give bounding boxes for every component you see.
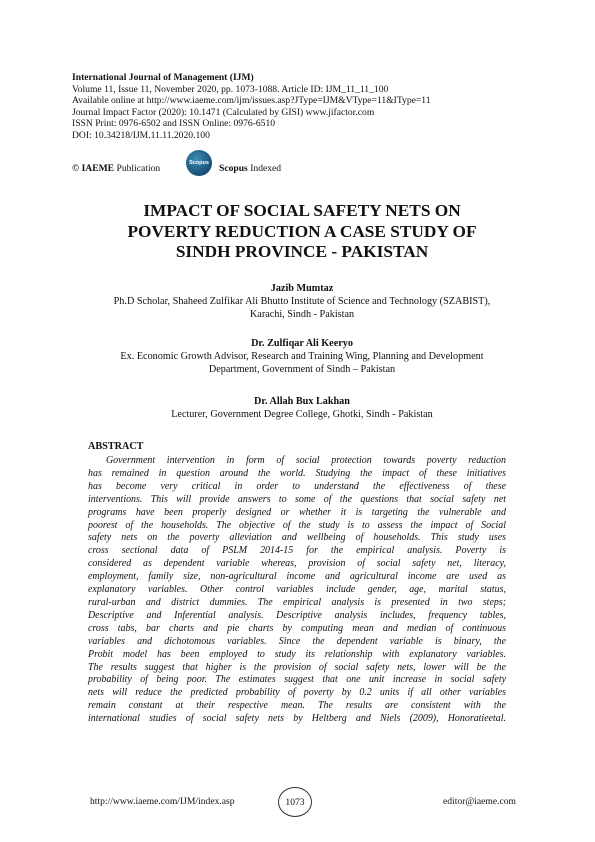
title-line-2: POVERTY REDUCTION A CASE STUDY OF xyxy=(127,221,477,241)
footer-email-link[interactable]: editor@iaeme.com xyxy=(442,796,516,807)
author-affiliation: Ph.D Scholar, Shaheed Zulfikar Ali Bhutto Institute of Science and Technology (SZABIST), xyxy=(113,296,491,307)
copyright-iaeme: © IAEME xyxy=(72,163,115,174)
scopus-bold: Scopus xyxy=(219,163,248,174)
abstract-line: rural-urban and district dummies. The empirical analysis is presented in two steps; xyxy=(88,596,506,608)
abstract-line: cross sectional data of PSLM 2014-15 for the empirical analysis. Poverty is xyxy=(88,545,506,557)
author-affiliation: Karachi, Sindh - Pakistan xyxy=(249,309,355,320)
abstract-line: cross tabs, bar charts and pie charts by computing mean and median of continuous xyxy=(88,622,506,634)
publication-word: Publication xyxy=(116,163,161,174)
abstract-line: poorest of the households. The objective of the study is to assess the impact of Social xyxy=(88,519,506,531)
footer-url-link[interactable]: http://www.iaeme.com/IJM/index.asp xyxy=(90,796,235,807)
author-block-2 xyxy=(60,337,544,376)
abstract-line: employment, family size, non-agricultural income and agricultural income are used as xyxy=(88,571,506,583)
page-footer xyxy=(72,787,532,817)
indexed-word: Indexed xyxy=(250,163,282,174)
scopus-logo-icon xyxy=(186,150,212,176)
abstract-section xyxy=(88,441,506,726)
journal-name: International Journal of Management (IJM) xyxy=(72,72,254,83)
abstract-line: interventions. This will provide answers to some of the questions that social safety net xyxy=(88,493,506,505)
author-name: Jazib Mumtaz xyxy=(270,283,334,294)
journal-header xyxy=(72,72,532,142)
author-name: Dr. Zulfiqar Ali Keeryo xyxy=(251,338,353,349)
title-line-3: SINDH PROVINCE - PAKISTAN xyxy=(175,242,429,261)
scopus-logo-text: Scopus xyxy=(189,160,209,166)
abstract-line: Government intervention in form of social protection towards poverty reduction xyxy=(106,455,506,466)
author-affiliation: Ex. Economic Growth Advisor, Research and Training Wing, Planning and Development xyxy=(120,351,484,362)
abstract-line: remain constant at their respective mean. The results are consistent with the xyxy=(88,700,506,712)
abstract-line: variables and dichotomous variables. Since the dependent variable is binary, the xyxy=(88,635,506,647)
volume-info: Volume 11, Issue 11, November 2020, pp. 1073-1088. Article ID: IJM_11_11_100 xyxy=(72,83,389,95)
abstract-line: has become very critical in order to understand the effectiveness of these xyxy=(88,480,506,492)
abstract-line: explanatory variables. Other control variables include gender, age, marital status, xyxy=(88,584,506,596)
doi: DOI: 10.34218/IJM.11.11.2020.100 xyxy=(72,129,210,141)
page-number: 1073 xyxy=(278,787,312,817)
publisher-label xyxy=(72,163,160,174)
author-affiliation: Department, Government of Sindh – Pakistan xyxy=(208,364,396,375)
abstract-line: has remained in question around the world. Studying the impact of these initiatives xyxy=(88,467,506,479)
paper-title xyxy=(72,201,532,263)
abstract-line: probability of being poor. The estimates suggest that one unit increase in social safety xyxy=(88,674,506,686)
abstract-body xyxy=(88,455,506,726)
abstract-line: The results suggest that higher is the provision of social safety nets, lower will be the xyxy=(88,661,506,673)
abstract-heading: ABSTRACT xyxy=(88,441,144,452)
issn-info: ISSN Print: 0976-6502 and ISSN Online: 0976-6510 xyxy=(72,118,276,130)
online-link[interactable]: Available online at http://www.iaeme.com/ijm/issues.asp?JType=IJM&VType=11&IType=11 xyxy=(72,95,431,107)
abstract-line: safety nets on the poverty alleviation and wellbeing of households. This study uses xyxy=(88,532,506,544)
abstract-line: Probit model has been employed to study its relationship with explanatory variables. xyxy=(88,648,506,660)
abstract-line: nets will reduce the predicted probability of poverty by 0.2 units if all other variables xyxy=(88,687,506,699)
author-affiliation: Lecturer, Government Degree College, Ghotki, Sindh - Pakistan xyxy=(171,409,433,420)
author-block-1 xyxy=(60,282,544,321)
author-block-3 xyxy=(60,395,544,421)
scopus-indexed xyxy=(219,163,281,174)
abstract-line: international studies of social safety nets by Heltberg and Niels (2009), Honoratieetal. xyxy=(88,713,506,725)
title-line-1: IMPACT OF SOCIAL SAFETY NETS ON xyxy=(143,201,461,220)
abstract-line: considered as dependent variable whereas, provision of social safety net, literacy, xyxy=(88,558,506,570)
impact-factor: Journal Impact Factor (2020): 10.1471 (Calculated by GISI) www.jifactor.com xyxy=(72,106,375,118)
abstract-line: Descriptive and Inferential analysis. Descriptive analysis includes, frequency tables, xyxy=(88,609,506,621)
author-name: Dr. Allah Bux Lakhan xyxy=(254,396,350,407)
abstract-line: programs have been properly designed or whether it is targeting the vulnerable and xyxy=(88,506,506,518)
publisher-row xyxy=(72,150,532,182)
